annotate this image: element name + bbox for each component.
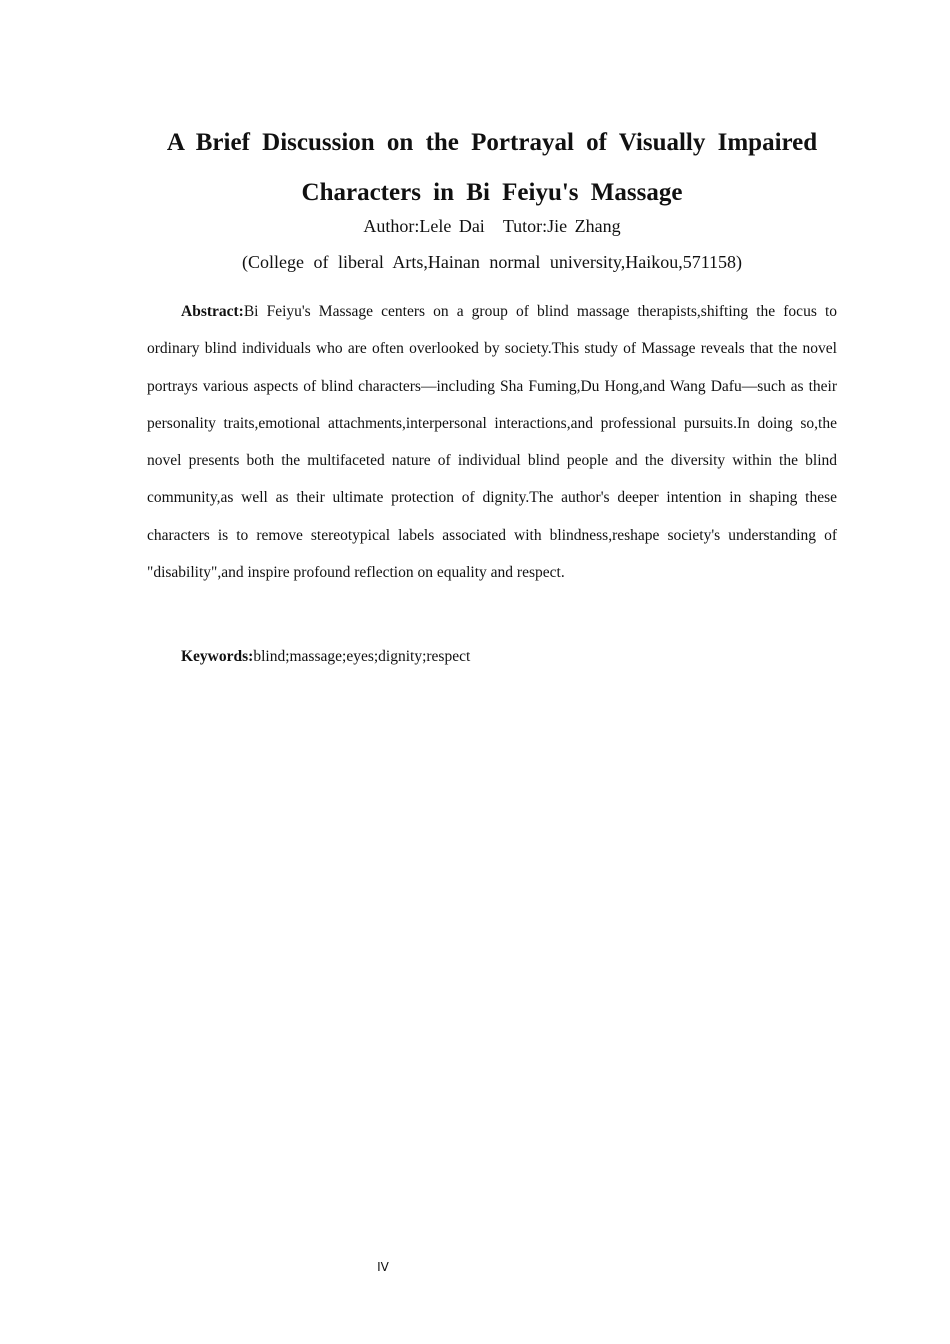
paper-title bbox=[147, 118, 837, 218]
author-name: Author:Lele Dai bbox=[363, 216, 485, 236]
affiliation: (College of liberal Arts,Hainan normal university,Haikou,571158) bbox=[241, 252, 743, 272]
paper-title-line-1: A Brief Discussion on the Portrayal of Visually Impaired bbox=[166, 129, 818, 156]
abstract-label: Abstract: bbox=[181, 303, 244, 320]
abstract-text: Bi Feiyu's Massage centers on a group of blind massage therapists,shifting the focus to ordinary blind individuals who are often overlooked by society.This study of Massage reveals that the novel portrays various aspects of blind characters—including Sha Fuming,Du Hong,and Wang Dafu—such as their personality traits,emotional attachments,interpersonal interactions,and professional pursuits.In doing so,the novel presents both the multifaceted nature of individual blind people and the diversity within the blind community,as well as their ultimate protection of dignity.The author's deeper intention in shaping these characters is to remove stereotypical labels associated with blindness,reshape society's understanding of "disability",and inspire profound reflection on equality and respect. bbox=[147, 303, 837, 582]
author-line bbox=[147, 214, 837, 238]
page-number: IV bbox=[377, 1260, 389, 1274]
abstract-paragraph bbox=[147, 293, 837, 591]
paper-title-line-2: Characters in Bi Feiyu's Massage bbox=[301, 179, 683, 206]
keywords-paragraph bbox=[147, 645, 837, 669]
keywords-label: Keywords: bbox=[181, 648, 254, 665]
tutor-name: Tutor:Jie Zhang bbox=[502, 216, 621, 236]
keywords-text: blind;massage;eyes;dignity;respect bbox=[253, 648, 471, 665]
